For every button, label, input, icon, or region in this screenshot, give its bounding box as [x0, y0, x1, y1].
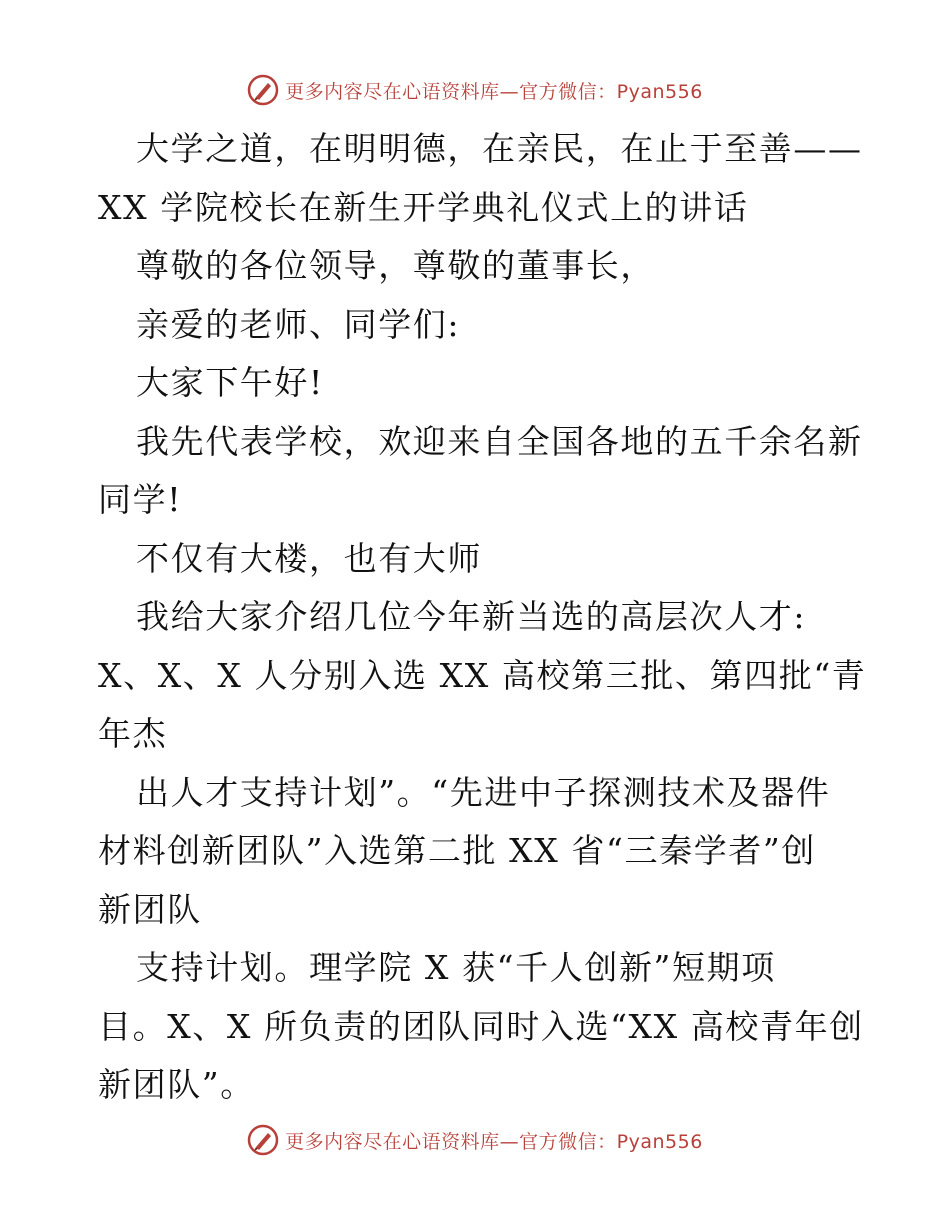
- pen-logo-icon: [247, 1124, 279, 1156]
- watermark-text: 更多内容尽在心语资料库—官方微信：Pyan556: [285, 80, 703, 103]
- text-line: XX 学院校长在新生开学典礼仪式上的讲话: [98, 187, 749, 227]
- text-line: 新团队”。: [98, 1065, 255, 1104]
- document-body: [98, 120, 867, 1115]
- text-line: 新团队: [98, 889, 202, 929]
- text-line: 材料创新团队”入选第二批 XX 省“三秦学者”创: [98, 831, 816, 870]
- text-line: 出人才支持计划”。“先进中子探测技术及器件: [136, 772, 831, 812]
- text-line: 大学之道，在明明德，在亲民，在止于至善——: [136, 129, 863, 168]
- text-line: 不仅有大楼，也有大师: [136, 538, 482, 578]
- watermark-footer: [0, 1120, 950, 1160]
- pen-logo-icon: [247, 74, 279, 106]
- text-line: 亲爱的老师、同学们:: [136, 304, 461, 344]
- text-line: 我给大家介绍几位今年新当选的高层次人才:: [136, 597, 807, 636]
- text-line: 尊敬的各位领导，尊敬的董事长，: [136, 246, 655, 285]
- watermark-text: 更多内容尽在心语资料库—官方微信：Pyan556: [285, 1130, 703, 1153]
- text-line: 支持计划。理学院 X 获“千人创新”短期项: [136, 948, 776, 987]
- text-line: 同学!: [98, 480, 183, 519]
- text-line: 大家下午好!: [136, 363, 324, 402]
- text-line: X、X、X 人分别入选 XX 高校第三批、第四批“青: [98, 655, 867, 695]
- text-line: 目。X、X 所负责的团队同时入选“XX 高校青年创: [98, 1006, 864, 1046]
- text-line: 我先代表学校，欢迎来自全国各地的五千余名新: [136, 421, 863, 461]
- text-line: 年杰: [98, 714, 168, 753]
- watermark-header: [0, 70, 950, 110]
